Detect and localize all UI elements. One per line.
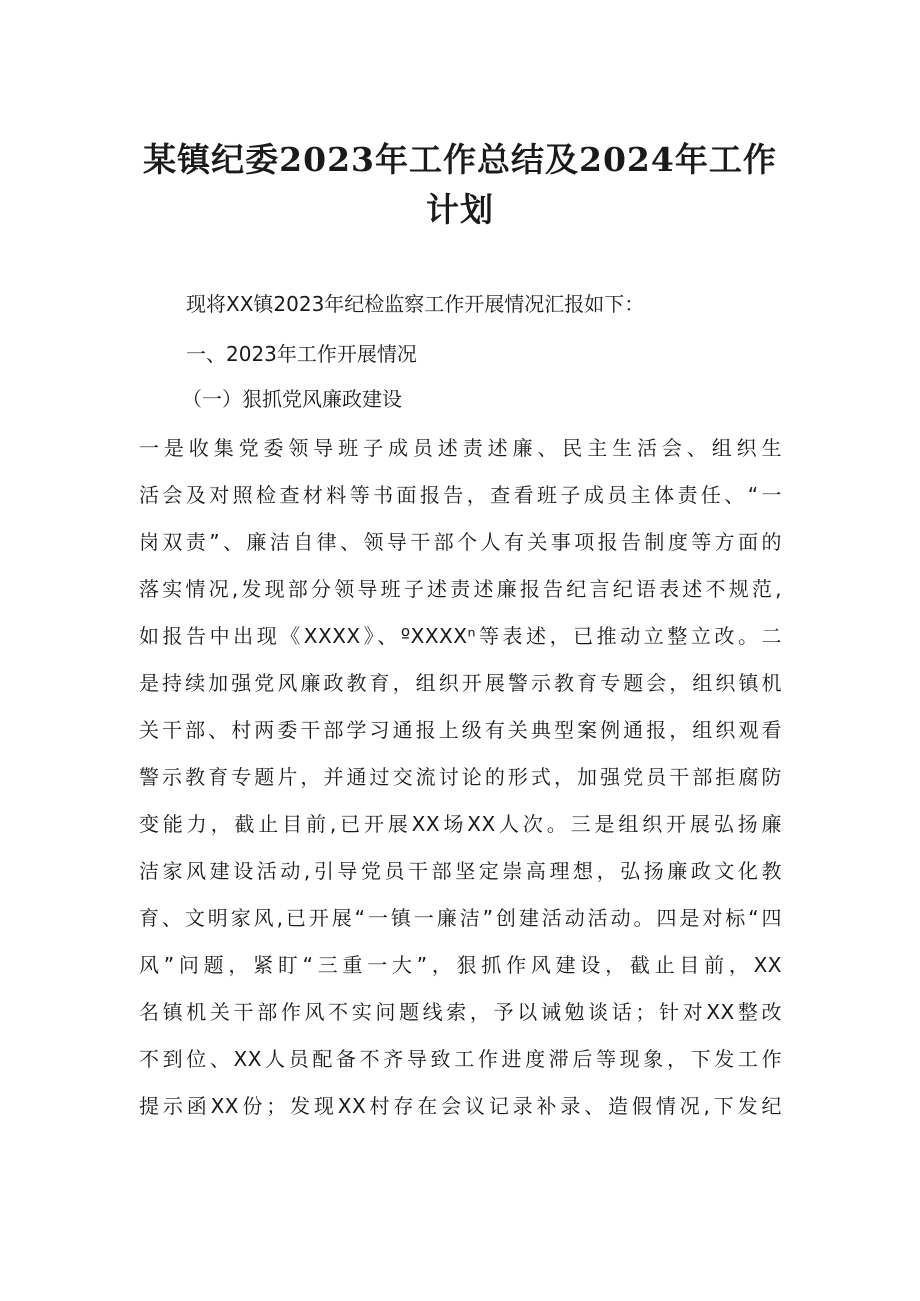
paragraph-line: 警示教育专题片，并通过交流讨论的形式，加强党员干部拒腐防 <box>139 765 782 789</box>
paragraph-line: 是持续加强党风廉政教育，组织开展警示教育专题会，组织镇机 <box>139 671 782 695</box>
paragraph-line: 活会及对照检查材料等书面报告，查看班子成员主体责任、“一 <box>139 483 782 507</box>
paragraph-line: 一是收集党委领导班子成员述责述廉、民主生活会、组织生 <box>139 436 782 460</box>
paragraph-line: 落实情况,发现部分领导班子述责述廉报告纪言纪语表述不规范, <box>139 577 782 601</box>
paragraph-line: 不到位、XX人员配备不齐导致工作进度滞后等现象，下发工作 <box>139 1047 782 1071</box>
paragraph-line: 洁家风建设活动,引导党员干部坚定崇高理想，弘扬廉政文化教 <box>139 859 782 883</box>
intro-text: 现将XX镇2023年纪检监察工作开展情况汇报如下： <box>186 292 645 316</box>
document-title-line-2: 计划 <box>426 190 494 229</box>
section-heading: 一、2023年工作开展情况 <box>186 342 417 366</box>
paragraph-line: 育、文明家风,已开展“一镇一廉洁”创建活动活动。四是对标“四 <box>139 906 782 930</box>
paragraph-line: 名镇机关干部作风不实问题线索，予以诫勉谈话；针对XX整改 <box>139 1000 782 1024</box>
subsection-heading: （一）狠抓党风廉政建设 <box>182 387 402 411</box>
paragraph-line: 岗双责”、廉洁自律、领导干部个人有关事项报告制度等方面的 <box>139 530 782 554</box>
document-title-line-1: 某镇纪委2023年工作总结及2024年工作 <box>143 140 777 179</box>
paragraph-line: 风”问题，紧盯“三重一大”，狠抓作风建设，截止目前，XX <box>139 953 782 977</box>
paragraph-line: 如报告中出现《XXXX》、ºXXXXⁿ等表述，已推动立整立改。二 <box>139 624 782 648</box>
paragraph-line: 变能力，截止目前,已开展XX场XX人次。三是组织开展弘扬廉 <box>139 812 782 836</box>
paragraph-line: 关干部、村两委干部学习通报上级有关典型案例通报，组织观看 <box>139 718 782 742</box>
paragraph-line: 提示函XX份；发现XX村存在会议记录补录、造假情况,下发纪 <box>139 1094 782 1118</box>
